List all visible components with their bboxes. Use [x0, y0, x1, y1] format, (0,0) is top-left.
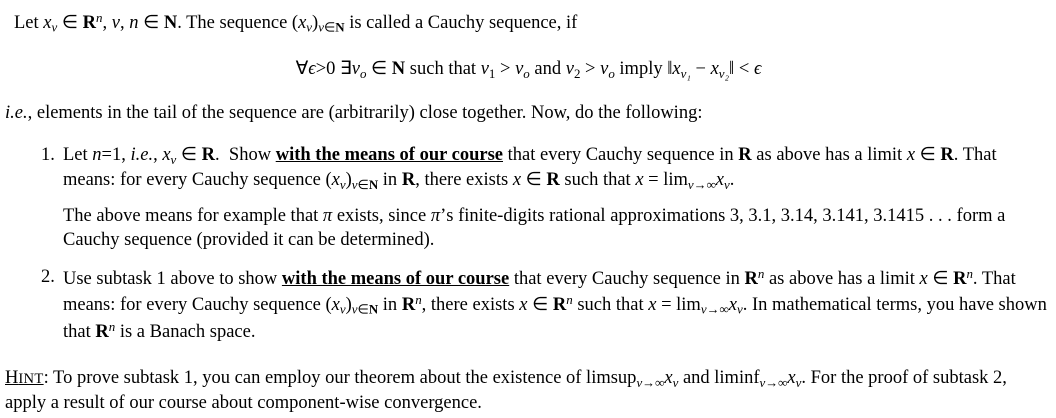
task-item-1: [5, 143, 1052, 253]
cauchy-definition-formula: ∀ϵ>0 $\exists\nu_o$ ∈ N such that $\nu_1 > \nu_o$ and $\nu_2 > \nu_o$ imply $‖x_{\nu_1}$ − $x_{\nu_2}‖ < \epsilon$: [295, 58, 762, 81]
task-1-statement: Let n=1, i.e., $x_\nu$ ∈ R. Show with the means of our course that every Cauchy sequence in R as above has a limit x ∈ R. That means: for every Cauchy sequence $(x_\nu)_{\nu\in N}$ in R, there exists x ∈ R such that $x = \lim_{\nu\to\infty}x_\nu$.: [63, 144, 997, 192]
closing-paragraph: i.e., elements in the tail of the sequence are (arbitrarily) close together. Now, do the following:: [5, 103, 703, 123]
intro-paragraph: Let $x_\nu$ ∈ $R^n$, ν, n ∈ N. The sequence $(x_\nu)_{\nu\in N}$ is called a Cauchy sequence, if: [14, 10, 578, 35]
task-list: [5, 143, 1052, 345]
task-body: [63, 143, 1052, 253]
hint-paragraph: HINT: To prove subtask 1, you can employ our theorem about the existence of $limsup_{\nu\to\infty}x_\nu$ and $liminf_{\nu\to\infty}x_\nu$. For the proof of subtask 2, apply a result of our course about component-wise convergence.: [5, 367, 1007, 413]
task-body: [63, 265, 1052, 345]
task-2-statement: Use subtask 1 above to show with the means of our course that every Cauchy sequence in $R^n$ as above has a limit x ∈ $R^n$. That means: for every Cauchy sequence $(x_\nu)_{\nu\in N}$ in $R^n$, there exists x ∈ $R^n$ such that $x = \lim_{\nu\to\infty}x_\nu$. In mathematical terms, you have shown that $R^n$ is a Banach space.: [63, 265, 1047, 343]
task-1-remark: The above means for example that π exists, since π’s finite-digits rational approximations 3, 3.1, 3.14, 3.141, 3.1415 . . . form a Cauchy sequence (provided it can be determined).: [63, 205, 1006, 251]
task-number: 2.: [41, 266, 55, 287]
task-number: 1.: [41, 144, 55, 165]
task-item-2: [5, 265, 1052, 345]
